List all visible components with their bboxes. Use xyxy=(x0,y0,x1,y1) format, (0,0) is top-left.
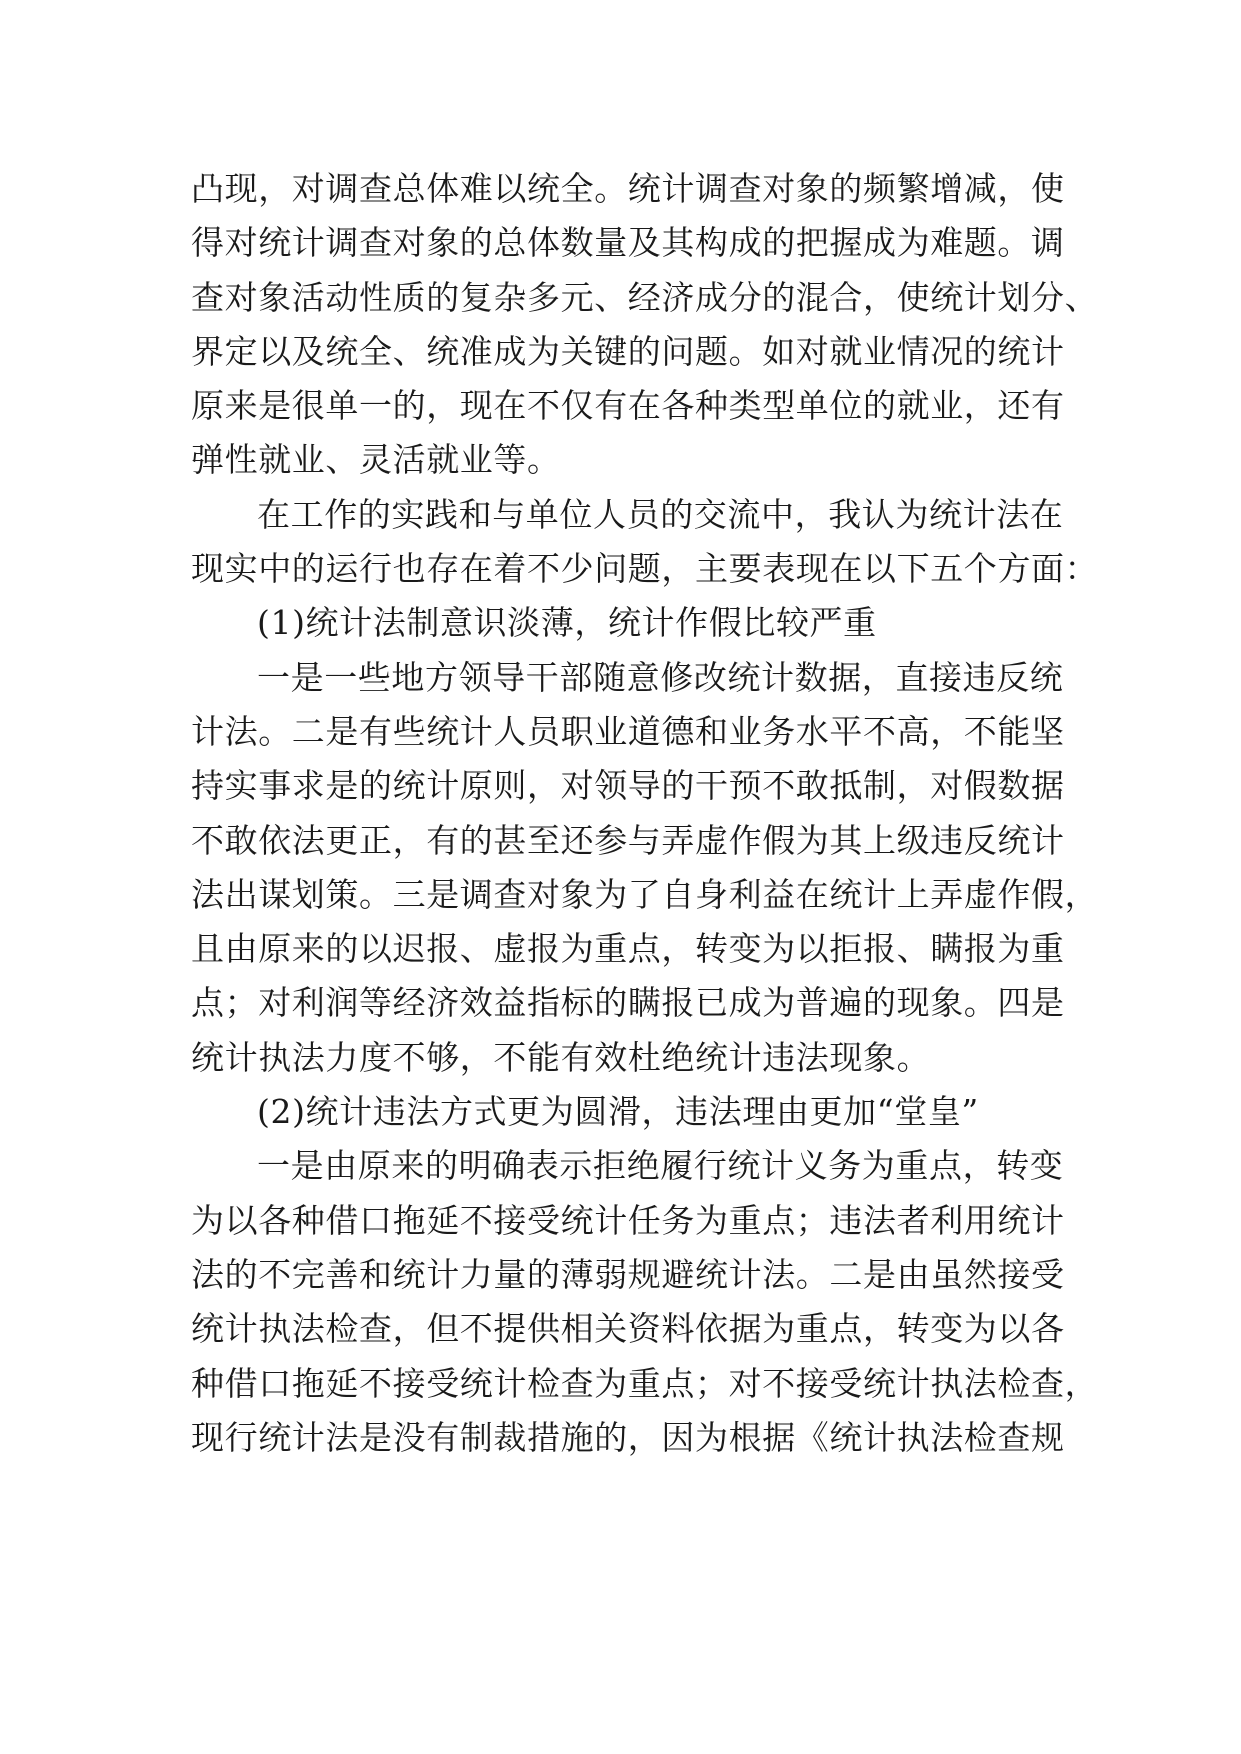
text-line: 持实事求是的统计原则，对领导的干预不敢抵制，对假数据 xyxy=(191,766,1065,806)
text-line: 原来是很单一的，现在不仅有在各种类型单位的就业，还有 xyxy=(191,386,1065,426)
text-line: 法出谋划策。三是调查对象为了自身利益在统计上弄虚作假， xyxy=(191,874,1099,914)
text-line: 为以各种借口拖延不接受统计任务为重点；违法者利用统计 xyxy=(191,1200,1065,1240)
text-line: 计法。二是有些统计人员职业道德和业务水平不高，不能坚 xyxy=(191,711,1065,751)
text-line: 在工作的实践和与单位人员的交流中，我认为统计法在 xyxy=(257,494,1064,534)
text-line: 种借口拖延不接受统计检查为重点；对不接受统计执法检查， xyxy=(191,1363,1099,1403)
text-line: 且由原来的以迟报、虚报为重点，转变为以拒报、瞒报为重 xyxy=(191,929,1065,969)
text-line: 点；对利润等经济效益指标的瞒报已成为普遍的现象。四是 xyxy=(191,983,1065,1023)
text-line: 界定以及统全、统准成为关键的问题。如对就业情况的统计 xyxy=(191,331,1065,371)
text-line: 得对统计调查对象的总体数量及其构成的把握成为难题。调 xyxy=(191,223,1065,263)
text-line: 弹性就业、灵活就业等。 xyxy=(191,440,561,480)
text-line: 统计执法检查，但不提供相关资料依据为重点，转变为以各 xyxy=(191,1309,1065,1349)
text-line: 法的不完善和统计力量的薄弱规避统计法。二是由虽然接受 xyxy=(191,1254,1065,1294)
document-body xyxy=(191,162,1099,1465)
text-line: 统计执法力度不够，不能有效杜绝统计违法现象。 xyxy=(191,1037,931,1077)
text-line: 凸现，对调查总体难以统全。统计调查对象的频繁增减，使 xyxy=(191,169,1065,208)
text-line: 不敢依法更正，有的甚至还参与弄虚作假为其上级违反统计 xyxy=(191,820,1065,860)
text-line: 查对象活动性质的复杂多元、经济成分的混合，使统计划分、 xyxy=(191,277,1099,317)
section-heading: (2)统计违法方式更为圆滑，违法理由更加“堂皇” xyxy=(257,1092,979,1132)
text-line: 现行统计法是没有制裁措施的，因为根据《统计执法检查规 xyxy=(191,1417,1065,1457)
text-line: 现实中的运行也存在着不少问题，主要表现在以下五个方面： xyxy=(191,549,1099,589)
section-heading: (1)统计法制意识淡薄，统计作假比较严重 xyxy=(257,603,877,643)
text-line: 一是一些地方领导干部随意修改统计数据，直接违反统 xyxy=(257,657,1064,697)
text-line: 一是由原来的明确表示拒绝履行统计义务为重点，转变 xyxy=(257,1146,1064,1186)
